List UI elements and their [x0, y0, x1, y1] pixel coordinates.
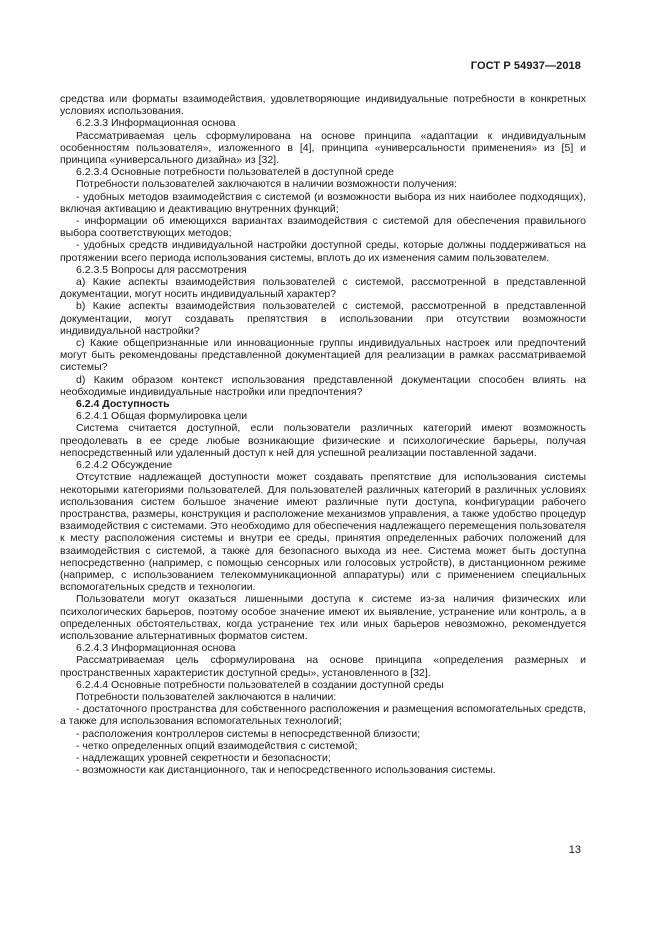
- paragraph: средства или форматы взаимодействия, удовлетворяющие индивидуальные потребности в конкретных условиях использования.: [60, 93, 586, 118]
- list-item: - удобных методов взаимодействия с системой (и возможности выбора из них наиболее подходящих), включая активацию и деактивацию внутренних функций;: [60, 190, 586, 215]
- list-item: - информации об имеющихся вариантах взаимодействия с системой для обеспечения правильного выбора соответствующих методов;: [60, 215, 586, 240]
- section-heading: 6.2.4.3 Информационная основа: [76, 642, 236, 655]
- paragraph: Пользователи могут оказаться лишенными доступа к системе из-за наличия физических или психологических барьеров, поэтому особое значение имеют их выявление, устранение или контроль, а в определенных обстоятельствах, когда устранение тех или иных барьеров невозможно, рекомендуется использование альтернативных форматов систем.: [60, 593, 586, 642]
- paragraph: Рассматриваемая цель сформулирована на основе принципа «адаптации к индивидуальным особенностям пользователя», изложенного в [4], принципа «универсальности применения» из [5] и принципа «универсального дизайна» из [32].: [60, 129, 586, 167]
- list-item: - четко определенных опций взаимодействия с системой;: [76, 739, 358, 752]
- page-number: 13: [568, 844, 581, 856]
- list-item: - возможности как дистанционного, так и непосредственного использования системы.: [76, 764, 496, 777]
- section-heading: 6.2.4.2 Обсуждение: [76, 459, 173, 472]
- section-heading: 6.2.3.3 Информационная основа: [76, 117, 236, 130]
- question-item: a) Какие аспекты взаимодействия пользователей с системой, рассмотренной в представленной документации, могут носить индивидуальный характер?: [60, 276, 586, 301]
- list-item: - расположения контроллеров системы в непосредственной близости;: [76, 727, 421, 740]
- section-heading: 6.2.4.1 Общая формулировка цели: [76, 410, 248, 423]
- document-header: ГОСТ Р 54937—2018: [470, 60, 581, 72]
- list-item: - удобных средств индивидуальной настройки доступной среды, которые должны поддерживаться на протяжении всего периода использования системы, вплоть до их изменения самим пользователем.: [60, 239, 586, 264]
- list-item: - достаточного пространства для собственного расположения и размещения вспомогательных средств, а также для использования вспомогательных технологий;: [60, 703, 586, 728]
- question-item: b) Какие аспекты взаимодействия пользователей с системой, рассмотренной в представленной документации, могут создавать препятствия в использовании при отсутствии возможности индивидуальной настройки?: [60, 300, 586, 337]
- question-item: d) Каким образом контекст использования представленной документации способен влиять на необходимые индивидуальные настройки или предпочтения?: [60, 373, 586, 398]
- page-body: [60, 93, 586, 776]
- section-heading: 6.2.4.4 Основные потребности пользователей в создании доступной среды: [76, 678, 444, 691]
- paragraph: Отсутствие надлежащей доступности может создавать препятствие для использования системы некоторыми категориями пользователей. Для пользователей различных категорий в различных условиях использования систем большое значение имеют различные пути доступа, конфигурации рабочего пространства, размеры, конструкция и расположение механизмов управления, а также удобство процедур взаимодействия с системами. Это необходимо для обеспечения надлежащего перемещения пользователя к месту расположения системы и внутри ее среды, принятия определенных рабочих положений для взаимодействия с системой, а также для безопасного выхода из нее. Система может быть доступна непосредственно (например, с помощью сенсорных или голосовых устройств), в дистанционном режиме (например, с использованием телекоммуникационной аппаратуры) или с применением специальных вспомогательных средств и технологии.: [60, 471, 586, 594]
- section-title: 6.2.4 Доступность: [76, 398, 170, 411]
- paragraph: Потребности пользователей заключаются в наличии:: [76, 690, 337, 703]
- paragraph: Система считается доступной, если пользователи различных категорий имеют возможность преодолевать в ее среде любые возникающие физические и психологические барьеры, получая непосредственный или удаленный доступ к ней для успешной реализации поставленной задачи.: [60, 422, 586, 459]
- question-item: c) Какие общепризнанные или инновационные группы индивидуальных настроек или предпочтений могут быть рекомендованы представленной документацией для реализации в рамках рассматриваемой системы?: [60, 337, 586, 374]
- section-heading: 6.2.3.5 Вопросы для рассмотрения: [76, 263, 247, 276]
- section-heading: 6.2.3.4 Основные потребности пользователей в доступной среде: [76, 166, 395, 179]
- paragraph: Потребности пользователей заключаются в наличии возможности получения:: [76, 178, 458, 191]
- list-item: - надлежащих уровней секретности и безопасности;: [76, 751, 331, 764]
- paragraph: Рассматриваемая цель сформулирована на основе принципа «определения размерных и пространственных характеристик доступной среды», установленного в [32].: [60, 654, 586, 679]
